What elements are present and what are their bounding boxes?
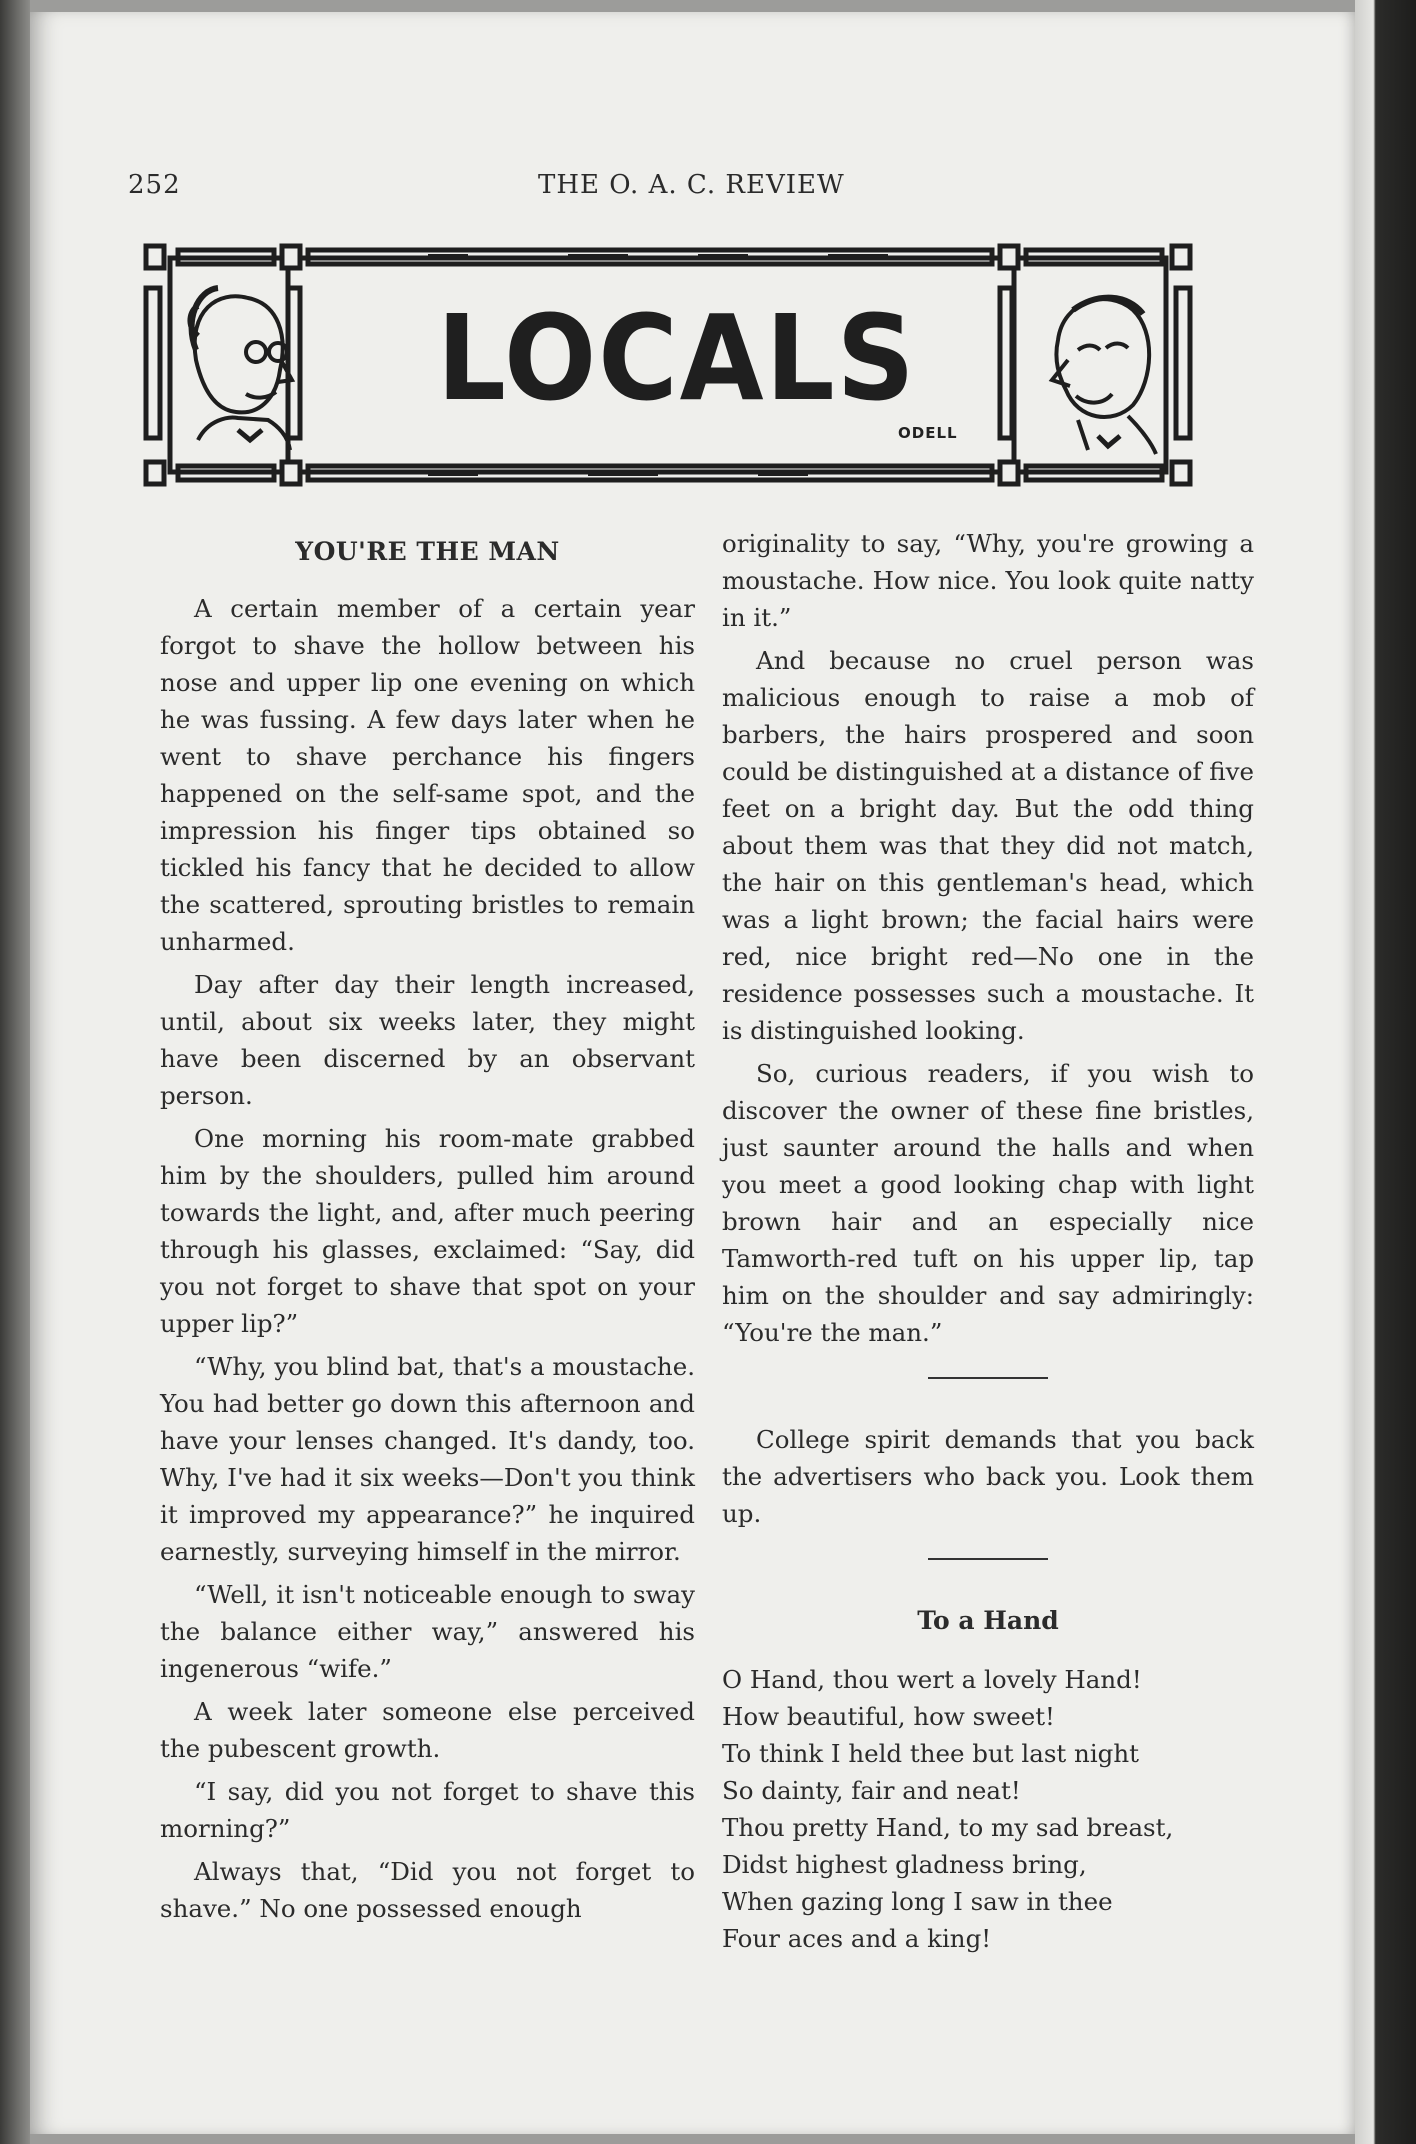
paragraph: So, curious readers, if you wish to discover the owner of these fine bristles, just saunter around the halls and when you meet a good looking chap with light brown hair and an especially nice Tamworth-red tuft on his upper lip, tap him on the shoulder and say admiringly: “You're the man.”	[722, 1059, 1254, 1347]
poem-line: Four aces and a king!	[722, 1924, 992, 1953]
article-title: YOU'RE THE MAN	[295, 537, 560, 566]
left-column	[160, 525, 695, 1933]
poem-line: Thou pretty Hand, to my sad breast,	[722, 1813, 1174, 1842]
poem-title: To a Hand	[917, 1606, 1059, 1635]
section-divider	[928, 1377, 1048, 1379]
right-column	[722, 525, 1254, 1957]
left-caricature-icon	[190, 288, 292, 450]
poem-line: Didst highest gladness bring,	[722, 1850, 1087, 1879]
paragraph: Day after day their length increased, until, about six weeks later, they might have been discerned by an observant person.	[160, 970, 695, 1110]
section-divider	[928, 1558, 1048, 1560]
right-caricature-icon	[1052, 298, 1156, 454]
book-edge-right	[1355, 0, 1416, 2144]
paragraph: One morning his room-mate grabbed him by the shoulders, pulled him around towards the light, and, after much peering through his glasses, exclaimed: “Say, did you not forget to shave that spot on your upper lip?”	[160, 1124, 695, 1338]
paragraph: And because no cruel person was malicious enough to raise a mob of barbers, the hairs prospered and soon could be distinguished at a distance of five feet on a bright day. But the odd thing about them was that they did not match, the hair on this gentleman's head, which was a light brown; the facial hairs were red, nice bright red—No one in the residence possesses such a moustache. It is distinguished looking.	[722, 646, 1254, 1045]
book-spine-left	[0, 0, 30, 2144]
poem	[722, 1661, 1254, 1957]
paragraph: “Why, you blind bat, that's a moustache. You had better go down this afternoon and have your lenses changed. It's dandy, too. Why, I've had it six weeks—Don't you think it improved my appearance?” he inquired earnestly, surveying himself in the mirror.	[160, 1352, 695, 1566]
advertiser-notice: College spirit demands that you back the advertisers who back you. Look them up.	[722, 1425, 1254, 1528]
locals-banner	[138, 240, 1198, 490]
poem-line: To think I held thee but last night	[722, 1739, 1139, 1768]
journal-title: THE O. A. C. REVIEW	[538, 170, 845, 200]
running-head	[128, 170, 1228, 210]
paragraph: originality to say, “Why, you're growing a moustache. How nice. You look quite natty in it.”	[722, 529, 1254, 632]
paragraph: Always that, “Did you not forget to shave.” No one possessed enough	[160, 1857, 695, 1923]
paragraph: “Well, it isn't noticeable enough to sway the balance either way,” answered his ingenerous “wife.”	[160, 1580, 695, 1683]
poem-line: O Hand, thou wert a lovely Hand!	[722, 1665, 1142, 1694]
poem-line: So dainty, fair and neat!	[722, 1776, 1021, 1805]
banner-title: LOCALS	[436, 289, 917, 427]
paragraph: A week later someone else perceived the pubescent growth.	[160, 1697, 695, 1763]
paragraph: “I say, did you not forget to shave this morning?”	[160, 1777, 695, 1843]
poem-line: When gazing long I saw in thee	[722, 1887, 1113, 1916]
paragraph: A certain member of a certain year forgot to shave the hollow between his nose and upper lip one evening on which he was fussing. A few days later when he went to shave perchance his fingers happened on the self-same spot, and the impression his finger tips obtained so tickled his fancy that he decided to allow the scattered, sprouting bristles to remain unharmed.	[160, 594, 695, 956]
artist-signature: ODELL	[898, 424, 958, 442]
page-number: 252	[128, 170, 181, 200]
poem-line: How beautiful, how sweet!	[722, 1702, 1055, 1731]
